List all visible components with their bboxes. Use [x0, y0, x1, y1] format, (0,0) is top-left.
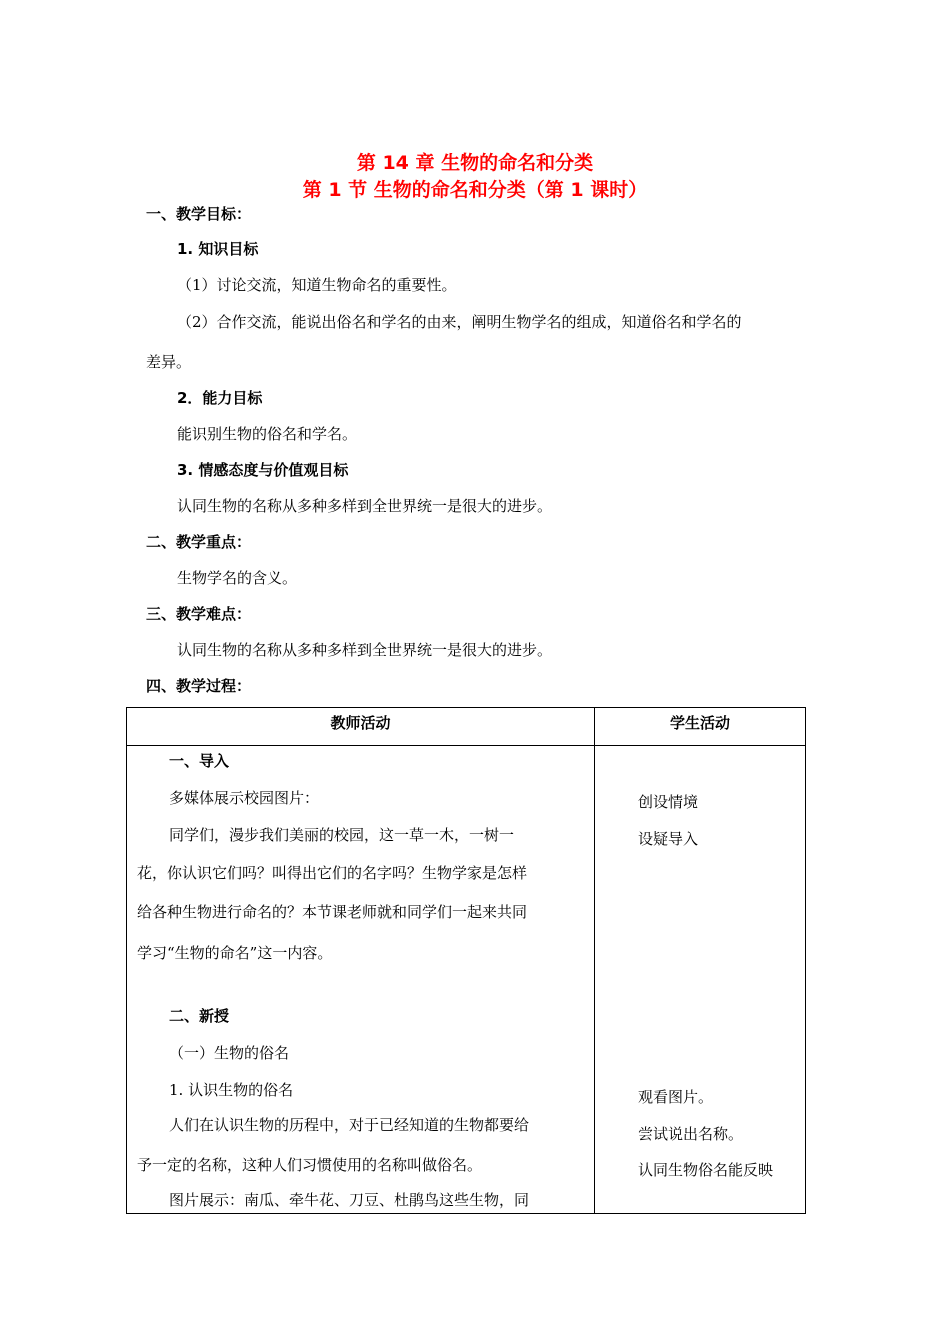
chapter-title: 第 14 章 生物的命名和分类	[356, 152, 594, 174]
section-title: 第 1 节 生物的命名和分类（第 1 课时）	[302, 179, 648, 201]
student-activity-cell	[595, 746, 806, 1214]
ability-text: 能识别生物的俗名和学名。	[177, 425, 358, 443]
key-points-text: 生物学名的含义。	[177, 569, 298, 587]
paragraph-3-line-2: 予一定的名称，这种人们习惯使用的名称叫做俗名。	[137, 1156, 483, 1174]
student-activity-4: 尝试说出名称。	[638, 1125, 744, 1143]
intro-paragraph-1: 多媒体展示校园图片：	[169, 789, 320, 807]
difficulties-text: 认同生物的名称从多种多样到全世界统一是很大的进步。	[177, 641, 553, 659]
student-activity-2: 设疑导入	[638, 830, 699, 848]
intro-heading: 一、导入	[169, 752, 230, 770]
student-column-header-label: 学生活动	[669, 714, 730, 732]
objectives-heading: 一、教学目标：	[146, 205, 252, 223]
student-activity-1: 创设情境	[638, 793, 699, 811]
sub-item-recognize-common-names: 1. 认识生物的俗名	[169, 1081, 294, 1099]
intro-paragraph-2-line-2: 花，你认识它们吗？叫得出它们的名字吗？生物学家是怎样	[137, 864, 528, 882]
paragraph-4-line-1: 图片展示：南瓜、牵牛花、刀豆、杜鹃鸟这些生物，同	[169, 1191, 530, 1209]
knowledge-item-1: （1）讨论交流，知道生物命名的重要性。	[177, 276, 457, 294]
teacher-activity-cell	[127, 746, 595, 1214]
process-heading: 四、教学过程：	[146, 677, 252, 695]
attitude-heading: 3. 情感态度与价值观目标	[177, 461, 349, 479]
intro-paragraph-2-line-3: 给各种生物进行命名的？本节课老师就和同学们一起来共同	[137, 903, 528, 921]
key-points-heading: 二、教学重点：	[146, 533, 252, 551]
attitude-text: 认同生物的名称从多种多样到全世界统一是很大的进步。	[177, 497, 553, 515]
student-activity-5: 认同生物俗名能反映	[638, 1161, 774, 1179]
knowledge-heading: 1. 知识目标	[177, 240, 259, 258]
difficulties-heading: 三、教学难点：	[146, 605, 252, 623]
intro-paragraph-2-line-1: 同学们，漫步我们美丽的校园，这一草一木，一树一	[169, 826, 515, 844]
knowledge-item-2-line-2: 差异。	[146, 353, 192, 371]
teacher-column-header-label: 教师活动	[330, 714, 391, 732]
new-lesson-heading: 二、新授	[169, 1007, 230, 1025]
sub-heading-common-names: （一）生物的俗名	[169, 1044, 290, 1062]
process-table	[126, 707, 806, 1214]
intro-paragraph-2-line-4: 学习“生物的命名”这一内容。	[137, 944, 333, 962]
teacher-column-header	[127, 708, 595, 746]
knowledge-item-2-line-1: （2）合作交流，能说出俗名和学名的由来，阐明生物学名的组成，知道俗名和学名的	[177, 313, 742, 331]
paragraph-3-line-1: 人们在认识生物的历程中，对于已经知道的生物都要给	[169, 1116, 530, 1134]
student-column-header	[595, 708, 806, 746]
ability-heading: 2．能力目标	[177, 389, 263, 407]
student-activity-3: 观看图片。	[638, 1088, 714, 1106]
